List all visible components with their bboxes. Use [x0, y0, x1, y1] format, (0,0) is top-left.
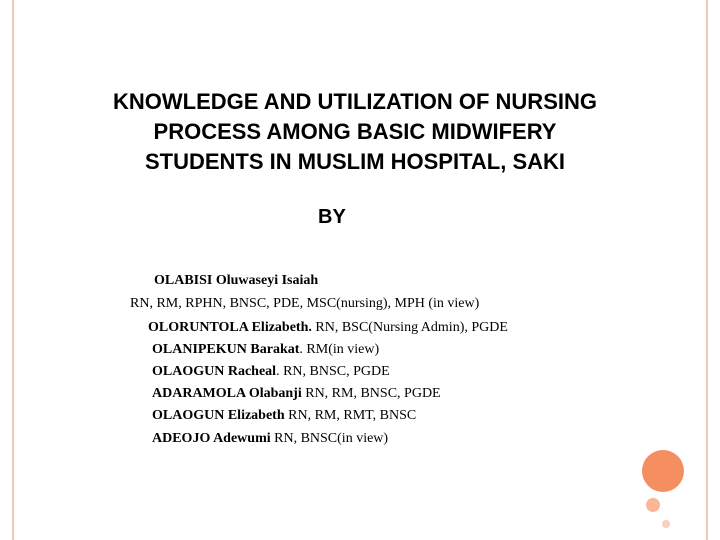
left-border-line — [12, 0, 14, 540]
author-credentials: . RN, BNSC, PGDE — [276, 364, 390, 379]
title-line-2: PROCESS AMONG BASIC MIDWIFERY — [153, 119, 557, 144]
author-line-3 — [148, 320, 508, 336]
author-line-4 — [152, 342, 379, 358]
author-credentials: RN, RM, RMT, BNSC — [284, 408, 417, 423]
author-credentials: RN, RM, RPHN, BNSC, PDE, MSC(nursing), MPH (in view) — [130, 296, 480, 311]
author-name: ADARAMOLA Olabanji — [152, 386, 302, 401]
author-credentials: RN, RM, BNSC, PGDE — [301, 386, 441, 401]
author-name: OLABISI Oluwaseyi Isaiah — [154, 273, 319, 288]
author-credentials: . RM(in view) — [299, 342, 380, 357]
author-line-2 — [130, 296, 479, 312]
decorative-circle-tiny — [662, 520, 670, 528]
title-line-3: STUDENTS IN MUSLIM HOSPITAL, SAKI — [144, 149, 566, 174]
author-line-8 — [152, 431, 388, 447]
slide-title — [40, 87, 670, 177]
author-line-6 — [152, 386, 441, 402]
decorative-circle-large — [642, 450, 684, 492]
author-line-5 — [152, 364, 390, 380]
title-line-1: KNOWLEDGE AND UTILIZATION OF NURSING — [113, 89, 597, 114]
decorative-circle-small — [646, 498, 660, 512]
author-name: OLAOGUN Racheal — [152, 364, 277, 379]
by-label: BY — [318, 206, 346, 228]
author-name: ADEOJO Adewumi — [152, 431, 271, 446]
author-credentials: RN, BSC(Nursing Admin), PGDE — [311, 320, 508, 335]
author-name: OLORUNTOLA Elizabeth. — [148, 320, 312, 335]
author-line-1 — [154, 273, 318, 289]
author-line-7 — [152, 408, 416, 424]
right-border-line — [706, 0, 708, 540]
author-name: OLANIPEKUN Barakat — [152, 342, 300, 357]
author-credentials: RN, BNSC(in view) — [270, 431, 389, 446]
author-name: OLAOGUN Elizabeth — [152, 408, 285, 423]
